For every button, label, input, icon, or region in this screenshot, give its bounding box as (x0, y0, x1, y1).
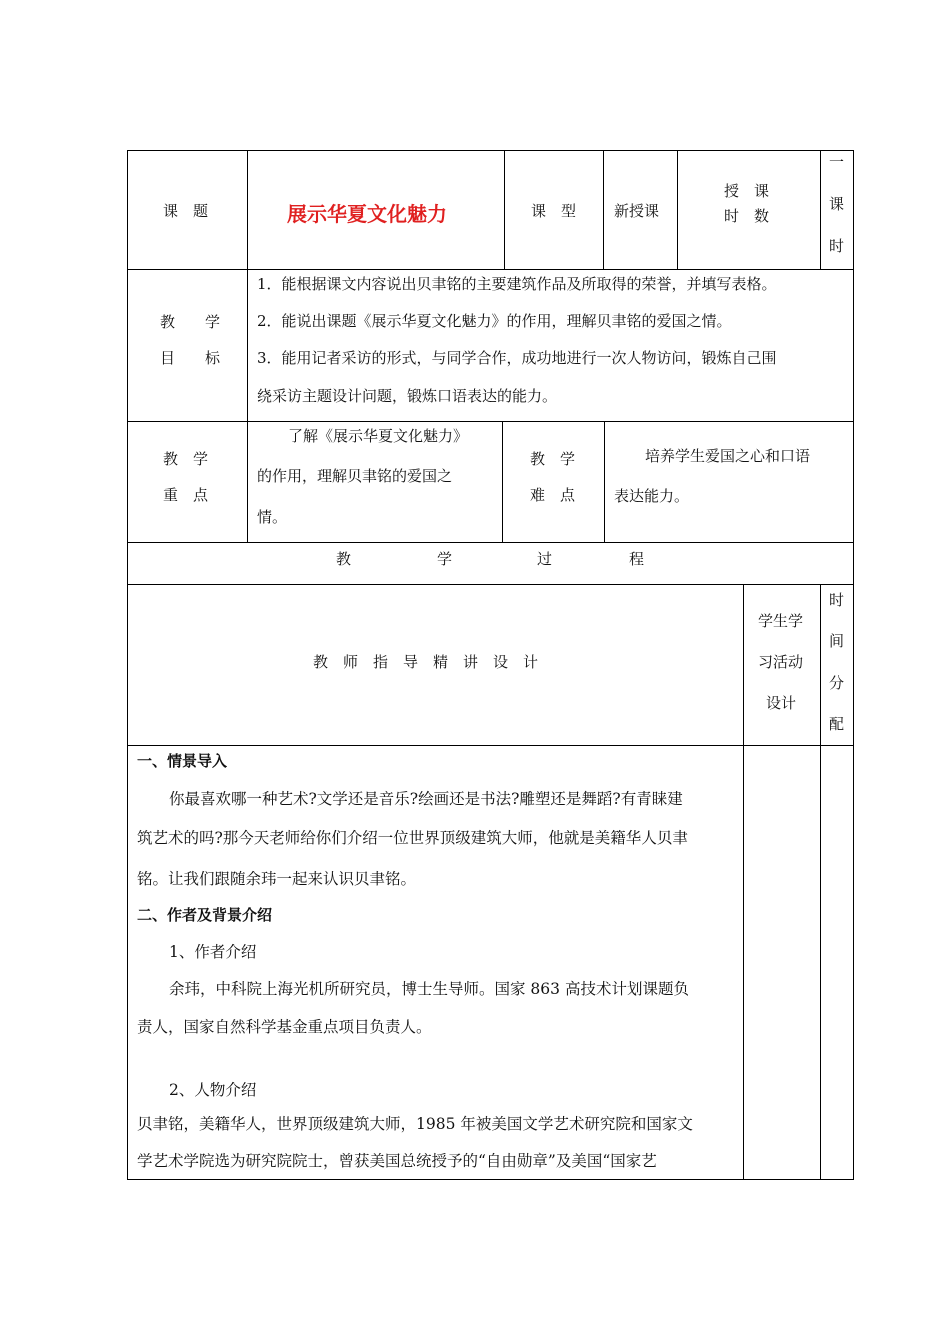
col-divider (603, 150, 604, 269)
difficult-points-text: 培养学生爱国之心和口语 (645, 447, 811, 465)
key-points-label: 教 学 (163, 450, 209, 468)
key-points-label: 重 点 (163, 486, 209, 504)
section-title: 二、作者及背景介绍 (137, 906, 273, 924)
row-divider (127, 584, 854, 585)
goal-item: 2．能说出课题《展示华夏文化魅力》的作用，理解贝聿铭的爱国之情。 (257, 312, 732, 330)
time-allocation-header: 间 (829, 632, 845, 650)
col-divider (820, 150, 821, 269)
body-text: 责人，国家自然科学基金重点项目负责人。 (137, 1018, 432, 1036)
key-points-text: 的作用，理解贝聿铭的爱国之 (257, 467, 453, 485)
body-text: 铭。让我们跟随余玮一起来认识贝聿铭。 (137, 870, 417, 888)
time-allocation-header: 分 (829, 674, 845, 692)
student-activity-header: 学生学 (758, 612, 804, 630)
table-border-bottom (127, 1179, 854, 1180)
goals-label: 目 标 (160, 349, 221, 367)
row-divider (127, 542, 854, 543)
student-activity-header: 设计 (766, 694, 797, 712)
lesson-type-label: 课 型 (531, 202, 577, 220)
body-text: 贝聿铭，美籍华人，世界顶级建筑大师，1985 年被美国文学艺术研究院和国家文 (137, 1115, 693, 1133)
body-text: 筑艺术的吗?那今天老师给你们介绍一位世界顶级建筑大师，他就是美籍华人贝聿 (137, 829, 688, 847)
col-divider (504, 150, 505, 269)
class-hours-value: 课 (829, 195, 845, 213)
process-heading: 教 (336, 550, 352, 568)
subsection-title: 2、人物介绍 (169, 1081, 257, 1099)
col-divider (820, 584, 821, 1180)
lesson-type-value: 新授课 (614, 202, 660, 220)
process-heading: 程 (629, 550, 645, 568)
class-hours-value: 时 (829, 237, 845, 255)
col-divider (677, 150, 678, 269)
table-border-left (127, 150, 128, 1180)
difficult-points-text: 表达能力。 (614, 487, 690, 505)
process-heading: 过 (537, 550, 553, 568)
class-hours-value: 一 (829, 153, 845, 171)
row-divider (127, 745, 854, 746)
col-divider (604, 421, 605, 542)
section-title: 一、情景导入 (137, 752, 228, 770)
goal-item: 1．能根据课文内容说出贝聿铭的主要建筑作品及所取得的荣誉，并填写表格。 (257, 275, 777, 293)
class-hours-label: 授 课 (724, 182, 770, 200)
difficult-points-label: 难 点 (530, 486, 576, 504)
col-divider (502, 421, 503, 542)
process-heading: 学 (437, 550, 453, 568)
student-activity-header: 习活动 (758, 653, 804, 671)
time-allocation-header: 配 (829, 715, 845, 733)
time-allocation-header: 时 (829, 591, 845, 609)
subsection-title: 1、作者介绍 (169, 943, 257, 961)
teacher-design-header: 教 师 指 导 精 讲 设 计 (313, 653, 539, 671)
table-border-top (127, 150, 854, 151)
row-divider (127, 269, 854, 270)
key-points-text: 情。 (257, 508, 288, 526)
topic-label: 课 题 (163, 202, 209, 220)
key-points-text: 了解《展示华夏文化魅力》 (288, 427, 469, 445)
row-divider (127, 421, 854, 422)
col-divider (247, 150, 248, 542)
goal-item: 3．能用记者采访的形式，与同学合作，成功地进行一次人物访问，锻炼自己围 (257, 349, 777, 367)
body-text: 余玮，中科院上海光机所研究员，博士生导师。国家 863 高技术计划课题负 (169, 980, 689, 998)
table-border-right (853, 150, 854, 1180)
class-hours-label: 时 数 (724, 207, 770, 225)
page-title: 展示华夏文化魅力 (287, 202, 447, 226)
difficult-points-label: 教 学 (530, 450, 576, 468)
goals-label: 教 学 (160, 313, 221, 331)
goal-item: 绕采访主题设计问题，锻炼口语表达的能力。 (257, 387, 558, 405)
col-divider (743, 584, 744, 1180)
body-text: 你最喜欢哪一种艺术?文学还是音乐?绘画还是书法?雕塑还是舞蹈?有青睐建 (169, 790, 683, 808)
body-text: 学艺术学院选为研究院院士，曾获美国总统授予的“自由勋章”及美国“国家艺 (137, 1152, 657, 1170)
